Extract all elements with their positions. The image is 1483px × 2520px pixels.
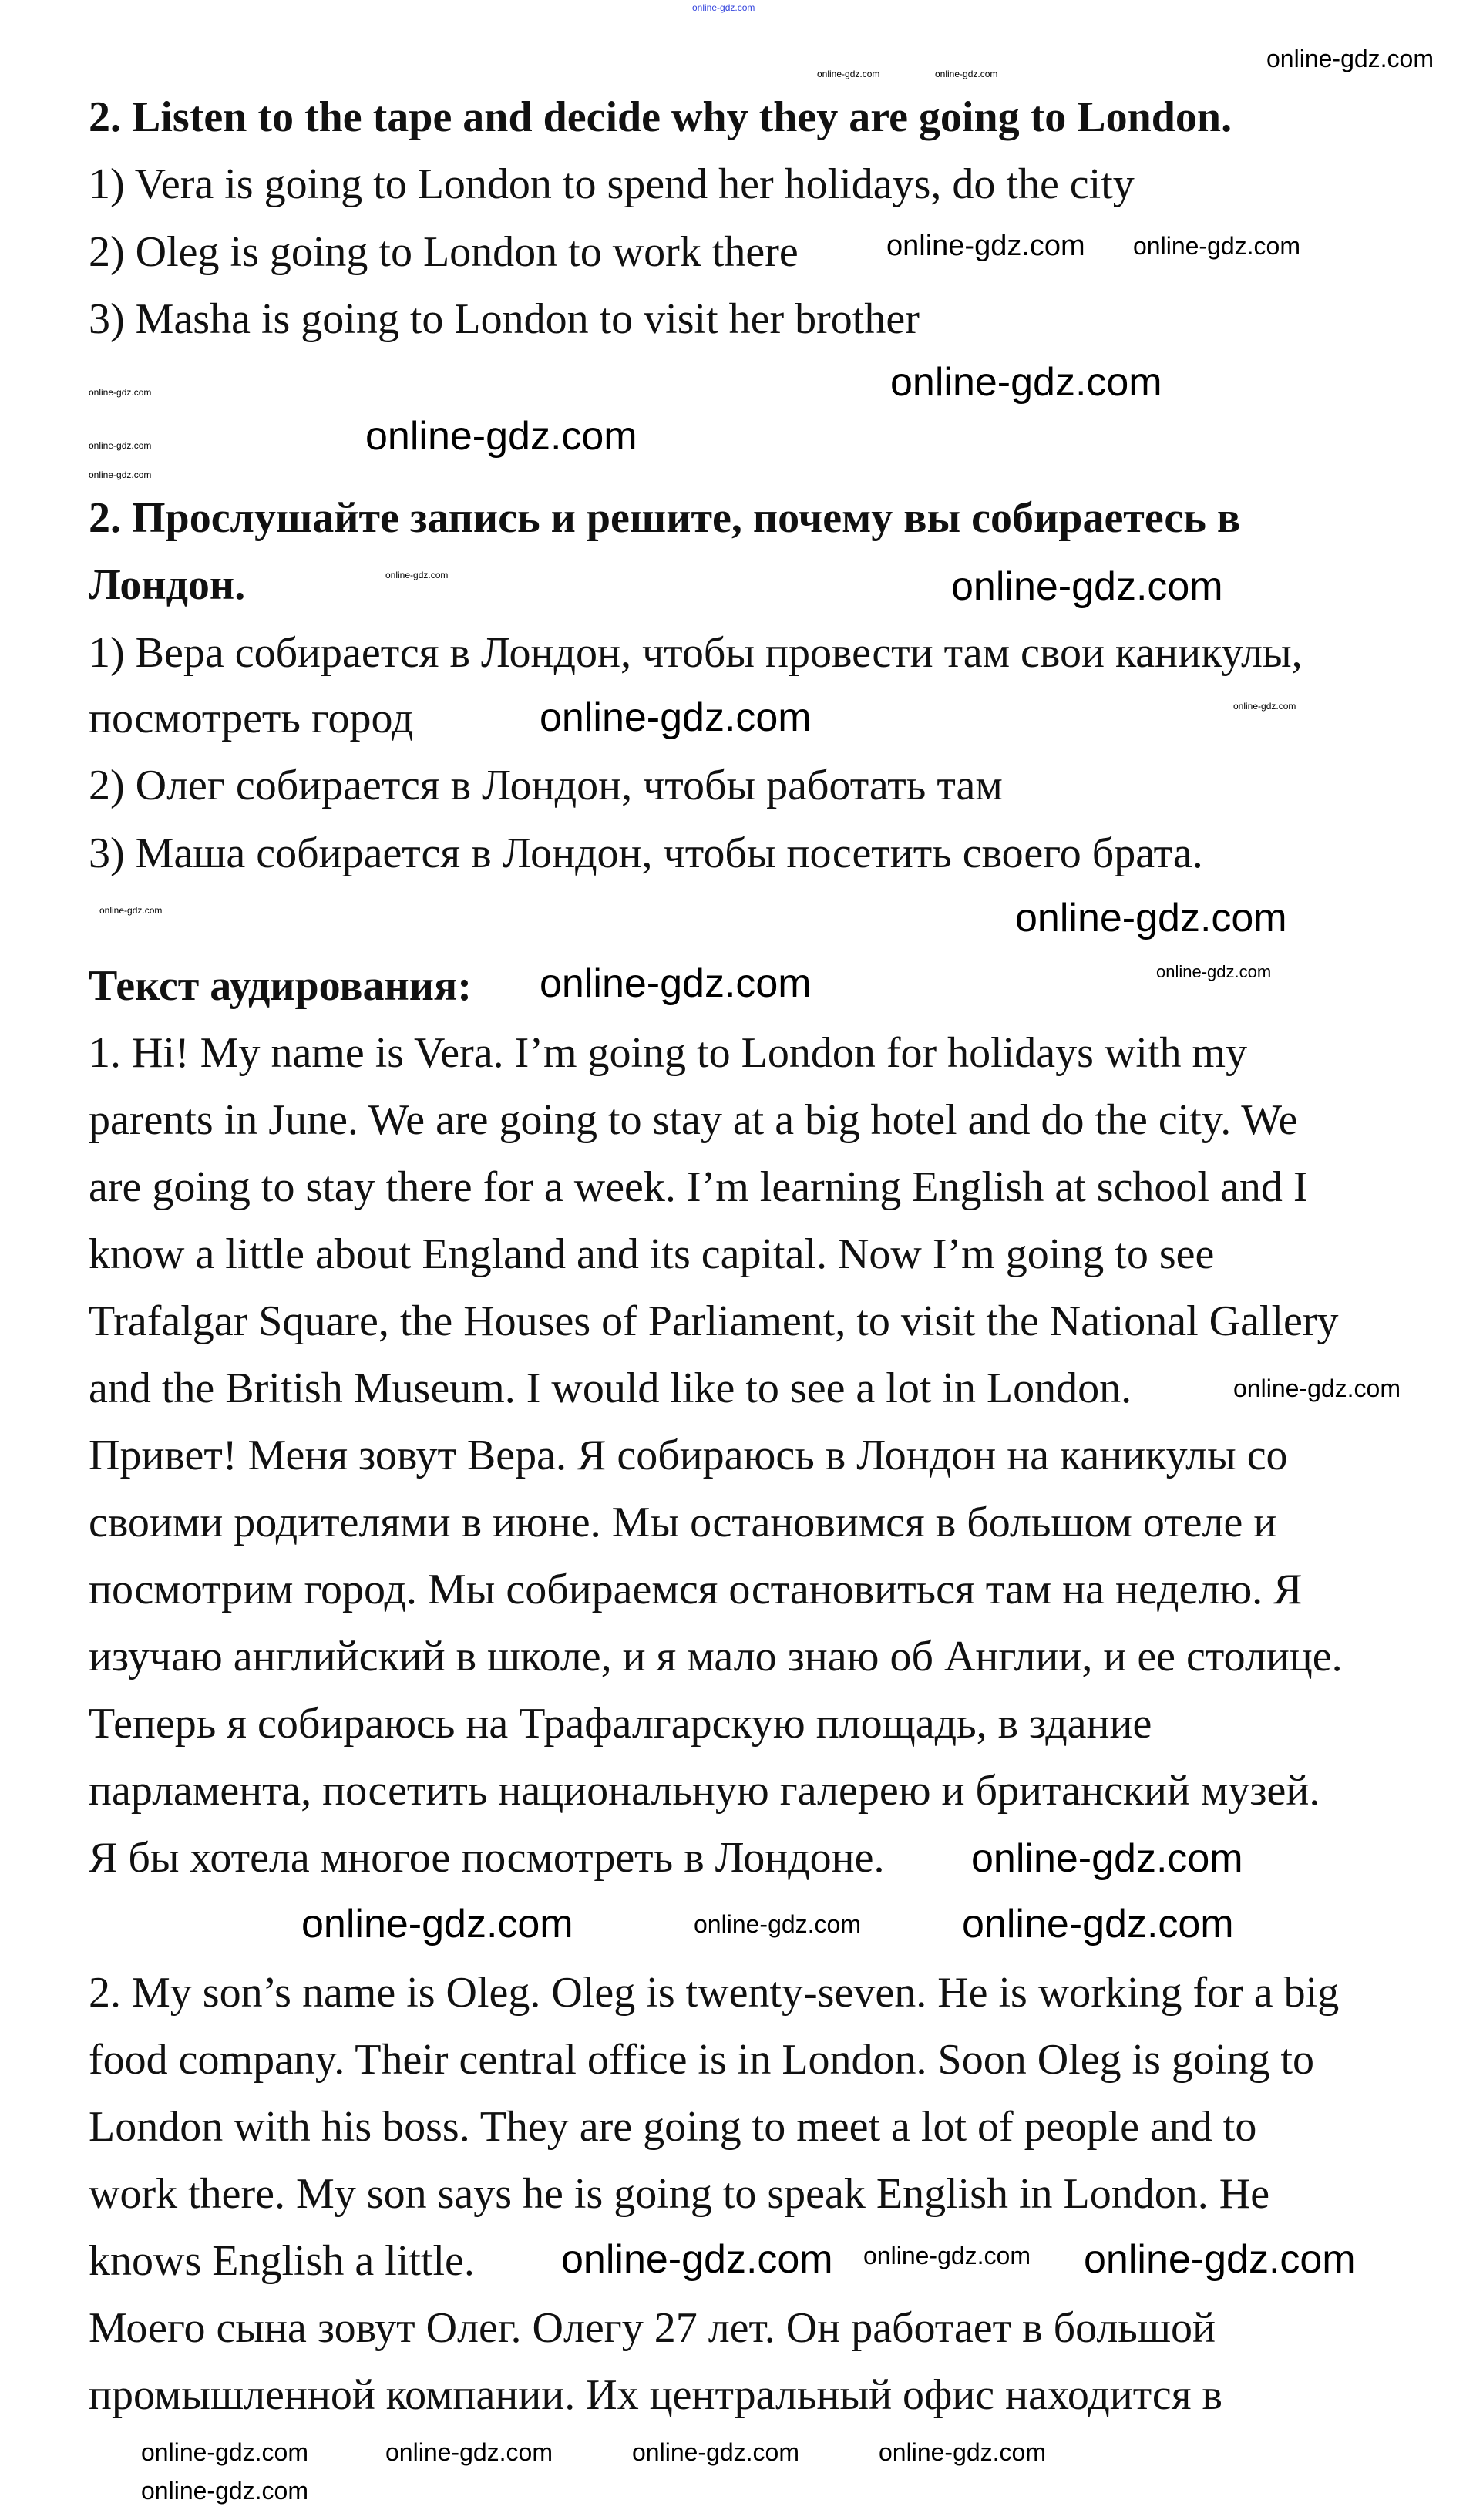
watermark: online-gdz.com (1156, 962, 1272, 981)
watermark: online-gdz.com (1133, 232, 1300, 260)
task-en-item: 1) Vera is going to London to spend her holidays, do the city (89, 160, 1135, 208)
watermark: online-gdz.com (89, 440, 152, 451)
watermark: online-gdz.com (971, 1836, 1243, 1881)
transcript-line: Моего сына зовут Олег. Олегу 27 лет. Он работает в большой (89, 2304, 1216, 2352)
transcript-line: and the British Museum. I would like to see a lot in London. (89, 1364, 1132, 1412)
watermark: online-gdz.com (1015, 896, 1287, 940)
watermark: online-gdz.com (879, 2438, 1046, 2466)
watermark: online-gdz.com (99, 905, 163, 916)
transcript-line: 1. Hi! My name is Vera. I’m going to London for holidays with my (89, 1029, 1248, 1077)
task-ru-title: 2. Прослушайте запись и решите, почему вы собираетесь в (89, 494, 1241, 542)
transcript-line: парламента, посетить национальную галерею и британский музей. (89, 1767, 1320, 1815)
transcript-line: work there. My son says he is going to speak English in London. He (89, 2170, 1270, 2218)
transcript-line: parents in June. We are going to stay at a big hotel and do the city. We (89, 1096, 1298, 1144)
watermark: online-gdz.com (141, 2438, 308, 2466)
transcript-line: Привет! Меня зовут Вера. Я собираюсь в Лондон на каникулы со (89, 1432, 1288, 1479)
watermark: online-gdz.com (365, 414, 637, 459)
watermark: online-gdz.com (951, 564, 1223, 609)
task-ru-title: Лондон. (89, 561, 246, 609)
task-ru-line: посмотреть город (89, 695, 414, 742)
transcript-line: Я бы хотела многое посмотреть в Лондоне. (89, 1834, 885, 1882)
transcript-heading: Текст аудирования: (89, 962, 472, 1010)
watermark: online-gdz.com (1233, 1374, 1401, 1402)
task-ru-line: 2) Олег собирается в Лондон, чтобы работать там (89, 762, 1003, 809)
watermark: online-gdz.com (385, 570, 449, 580)
transcript-line: London with his boss. They are going to meet a lot of people and to (89, 2103, 1257, 2151)
watermark: online-gdz.com (692, 2, 755, 13)
task-ru-line: 1) Вера собирается в Лондон, чтобы провести там свои каникулы, (89, 629, 1303, 677)
watermark: online-gdz.com (962, 1902, 1234, 1946)
transcript-line: промышленной компании. Их центральный офис находится в (89, 2371, 1222, 2419)
task-en-title: 2. Listen to the tape and decide why they are going to London. (89, 93, 1232, 141)
watermark: online-gdz.com (886, 230, 1085, 262)
transcript-line: посмотрим город. Мы собираемся остановиться там на неделю. Я (89, 1566, 1303, 1613)
watermark: online-gdz.com (890, 360, 1162, 405)
watermark: online-gdz.com (694, 1910, 861, 1938)
watermark: online-gdz.com (1233, 701, 1296, 712)
watermark: online-gdz.com (301, 1902, 573, 1946)
watermark: online-gdz.com (385, 2438, 553, 2466)
watermark: online-gdz.com (817, 69, 880, 79)
task-ru-line: 3) Маша собирается в Лондон, чтобы посетить своего брата. (89, 829, 1203, 877)
task-en-item: 2) Oleg is going to London to work there (89, 228, 799, 276)
transcript-line: Trafalgar Square, the Houses of Parliament, to visit the National Gallery (89, 1297, 1339, 1345)
watermark: online-gdz.com (540, 695, 812, 740)
watermark: online-gdz.com (141, 2477, 308, 2505)
watermark: online-gdz.com (632, 2438, 799, 2466)
watermark: online-gdz.com (863, 2242, 1031, 2269)
watermark: online-gdz.com (561, 2237, 833, 2282)
task-en-item: 3) Masha is going to London to visit her brother (89, 295, 920, 343)
transcript-line: 2. My son’s name is Oleg. Oleg is twenty-seven. He is working for a big (89, 1969, 1340, 2017)
transcript-line: knows English a little. (89, 2237, 475, 2285)
watermark: online-gdz.com (89, 469, 152, 480)
watermark: online-gdz.com (1266, 45, 1434, 72)
transcript-line: изучаю английский в школе, и я мало знаю об Англии, и ее столице. (89, 1633, 1343, 1681)
transcript-line: know a little about England and its capital. Now I’m going to see (89, 1230, 1215, 1278)
transcript-line: are going to stay there for a week. I’m learning English at school and I (89, 1163, 1308, 1211)
transcript-line: Теперь я собираюсь на Трафалгарскую площадь, в здание (89, 1700, 1152, 1748)
watermark: online-gdz.com (540, 961, 812, 1006)
transcript-line: food company. Their central office is in London. Soon Oleg is going to (89, 2036, 1315, 2084)
watermark: online-gdz.com (1084, 2237, 1356, 2282)
transcript-line: своими родителями в июне. Мы остановимся в большом отеле и (89, 1499, 1277, 1546)
watermark: online-gdz.com (935, 69, 998, 79)
watermark: online-gdz.com (89, 387, 152, 398)
